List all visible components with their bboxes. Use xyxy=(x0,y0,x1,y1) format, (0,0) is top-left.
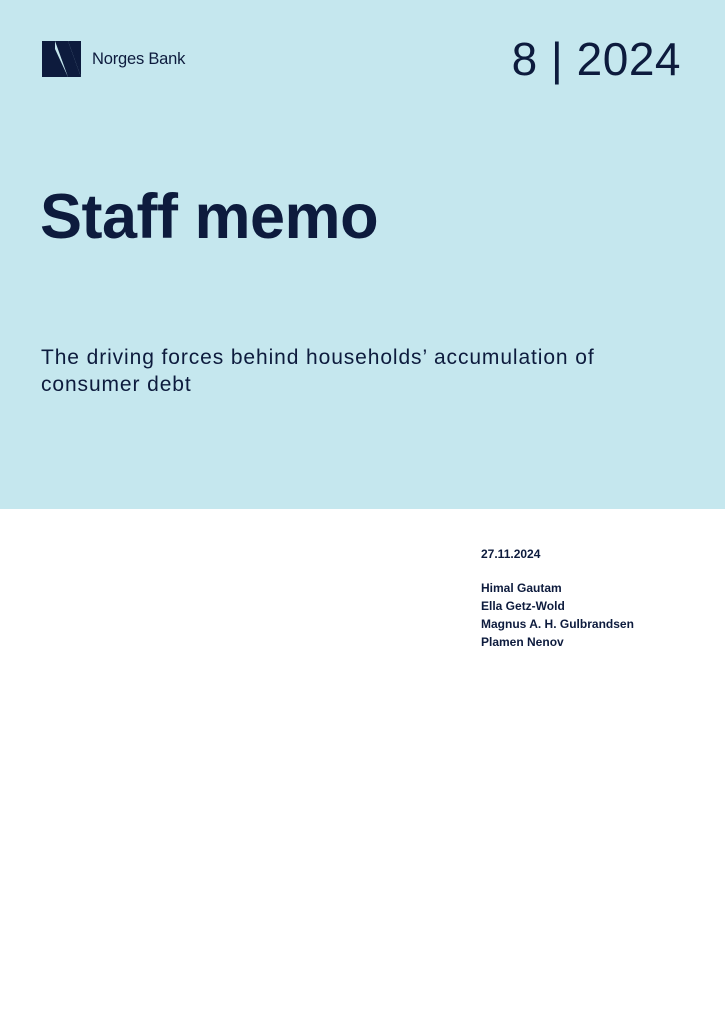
issue-number: 8 | 2024 xyxy=(511,33,681,85)
cover-panel xyxy=(0,0,725,509)
author-name: Himal Gautam xyxy=(481,581,562,595)
publication-date: 27.11.2024 xyxy=(481,547,541,561)
norges-bank-n-logo-icon xyxy=(42,41,81,77)
author-name: Magnus A. H. Gulbrandsen xyxy=(481,617,634,631)
document-subtitle: The driving forces behind households’ accumulation of consumer debt xyxy=(41,346,595,396)
brand-logo xyxy=(42,41,185,77)
brand-name: Norges Bank xyxy=(92,49,186,68)
author-name: Plamen Nenov xyxy=(481,635,564,649)
author-name: Ella Getz-Wold xyxy=(481,599,565,613)
page-title: Staff memo xyxy=(40,182,379,252)
publication-meta xyxy=(481,545,634,651)
